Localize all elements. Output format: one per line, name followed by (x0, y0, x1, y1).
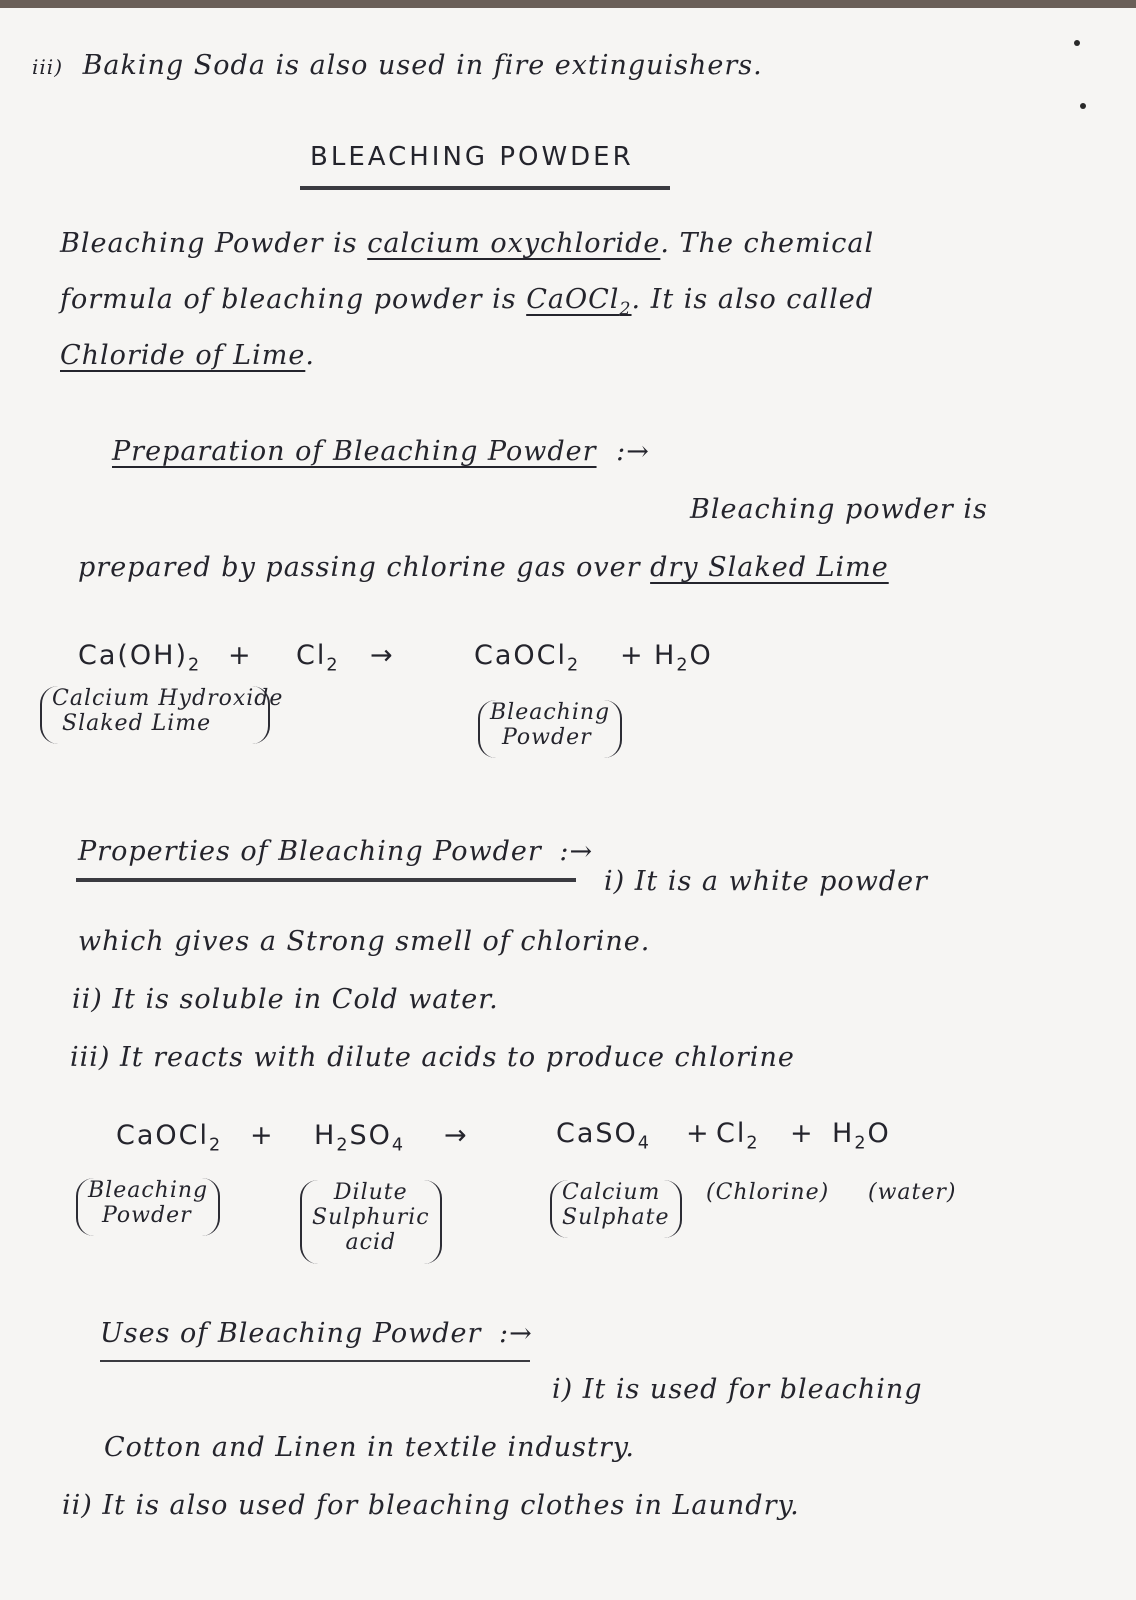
prep-r2: Cl (296, 640, 327, 671)
prop-reactant-1 (116, 1120, 222, 1155)
definition-formula (526, 284, 632, 320)
formula-main: CaOCl (526, 284, 620, 315)
definition-other-name: Chloride of Lime (60, 340, 306, 371)
uses-heading-row (100, 1318, 533, 1349)
label-sulphate: Sulphate (562, 1205, 670, 1230)
label-sulphuric: Sulphuric (312, 1205, 430, 1230)
property-1b: which gives a Strong smell of chlorine. (78, 926, 651, 957)
prop-r2-end: SO (349, 1120, 392, 1151)
prop-plus-2: + (686, 1118, 711, 1149)
prep-p1: CaOCl (474, 640, 568, 671)
uses-underline (100, 1360, 530, 1362)
prep-p1-sub: 2 (567, 655, 581, 676)
prop-label-water: (water) (868, 1180, 957, 1205)
prep-r1-sub: 2 (188, 655, 202, 676)
intro-text: Baking Soda is also used in fire extinguishers. (82, 50, 763, 81)
preparation-reactant-2 (296, 640, 340, 675)
preparation-label-reactant (40, 686, 284, 750)
preparation-text-2a: prepared by passing chlorine gas over (78, 552, 641, 583)
properties-heading: Properties of Bleaching Powder (78, 836, 542, 867)
definition-line-2 (60, 284, 874, 319)
preparation-label-product (478, 700, 622, 764)
definition-line2a: formula of bleaching powder is (60, 284, 517, 315)
label-calcium: Calcium (562, 1180, 661, 1205)
preparation-arrow: → (370, 640, 395, 671)
definition-lead: Bleaching Powder is (60, 228, 358, 259)
property-2: ii) It is soluble in Cold water. (72, 984, 499, 1015)
definition-compound: calcium oxychloride (367, 228, 661, 259)
use-1b: Cotton and Linen in textile industry. (104, 1432, 636, 1463)
uses-heading: Uses of Bleaching Powder (100, 1318, 482, 1349)
preparation-text-1: Bleaching powder is (690, 494, 988, 525)
prop-p3-end: O (867, 1118, 891, 1149)
preparation-text-2b: dry Slaked Lime (650, 552, 889, 583)
label-bracket (300, 1180, 442, 1264)
preparation-reactant-1 (78, 640, 201, 675)
property-3: iii) It reacts with dilute acids to produce chlorine (70, 1042, 795, 1073)
preparation-product-2 (654, 640, 713, 675)
prep-p2: H (654, 640, 677, 671)
prep-p2-sub: 2 (676, 655, 690, 676)
label-bleaching: Bleaching (490, 700, 611, 725)
ink-dot (1074, 40, 1080, 46)
prop-p1: CaSO (556, 1118, 638, 1149)
label-slaked-lime: Slaked Lime (62, 711, 212, 736)
label-bracket (40, 686, 284, 744)
use-1a: i) It is used for bleaching (552, 1374, 923, 1405)
prop-r2: H (314, 1120, 337, 1151)
label-powder: Powder (502, 725, 592, 750)
preparation-product-1 (474, 640, 580, 675)
definition-line-1 (60, 228, 874, 259)
preparation-text-2 (78, 552, 889, 583)
prop-label-chlorine: (Chlorine) (706, 1180, 830, 1205)
prop-product-2 (716, 1118, 760, 1153)
prop-plus-1: + (250, 1120, 275, 1151)
label-bracket (76, 1178, 220, 1236)
intro-number: iii) (32, 55, 63, 79)
preparation-plus-2: + (620, 640, 645, 671)
preparation-heading-row (112, 436, 650, 467)
prop-p2-sub: 2 (746, 1133, 760, 1154)
property-1a: i) It is a white powder (604, 866, 928, 897)
preparation-heading: Preparation of Bleaching Powder (112, 436, 597, 467)
prop-product-1 (556, 1118, 651, 1153)
prop-p2: Cl (716, 1118, 747, 1149)
prop-product-3 (832, 1118, 891, 1153)
label-acid: acid (345, 1230, 397, 1255)
prop-p3: H (832, 1118, 855, 1149)
label-calcium-hydroxide: Calcium Hydroxide (52, 686, 284, 711)
prep-r2-sub: 2 (326, 655, 340, 676)
prep-p2-end: O (689, 640, 713, 671)
prop-r1: CaOCl (116, 1120, 210, 1151)
preparation-plus-1: + (228, 640, 253, 671)
title-underline (300, 186, 670, 190)
definition-line-3 (60, 340, 315, 371)
formula-sub: 2 (619, 299, 632, 320)
prep-r1: Ca(OH) (78, 640, 189, 671)
page-title: BLEACHING POWDER (310, 142, 634, 172)
preparation-heading-arrow: :→ (616, 436, 650, 467)
properties-heading-arrow: :→ (559, 836, 594, 867)
label-powder: Powder (102, 1203, 192, 1228)
definition-line2b: . It is also called (631, 284, 875, 315)
intro-line (32, 50, 763, 81)
label-bracket (478, 700, 622, 758)
uses-heading-arrow: :→ (499, 1318, 533, 1349)
prop-p3-sub: 2 (854, 1133, 868, 1154)
prop-label-dilute-sulphuric-acid (300, 1180, 442, 1268)
label-bleaching: Bleaching (88, 1178, 209, 1203)
definition-mid: . The chemical (660, 228, 875, 259)
prop-label-bleaching-powder (76, 1178, 220, 1242)
definition-end: . (305, 340, 315, 371)
page-top-edge (0, 0, 1136, 8)
prop-plus-3: + (790, 1118, 815, 1149)
ink-dot (1080, 103, 1086, 109)
prop-arrow: → (444, 1120, 469, 1151)
prop-r2-sub: 2 (336, 1135, 350, 1156)
prop-p1-sub: 4 (637, 1133, 651, 1154)
prop-reactant-2 (314, 1120, 405, 1155)
properties-underline (76, 878, 576, 882)
prop-r1-sub: 2 (209, 1135, 223, 1156)
label-bracket (550, 1180, 682, 1238)
use-2: ii) It is also used for bleaching clothes in Laundry. (62, 1490, 800, 1521)
properties-heading-row (78, 836, 593, 867)
prop-label-calcium-sulphate (550, 1180, 682, 1244)
prop-r2-sub2: 4 (391, 1135, 406, 1156)
label-dilute: Dilute (333, 1180, 408, 1205)
